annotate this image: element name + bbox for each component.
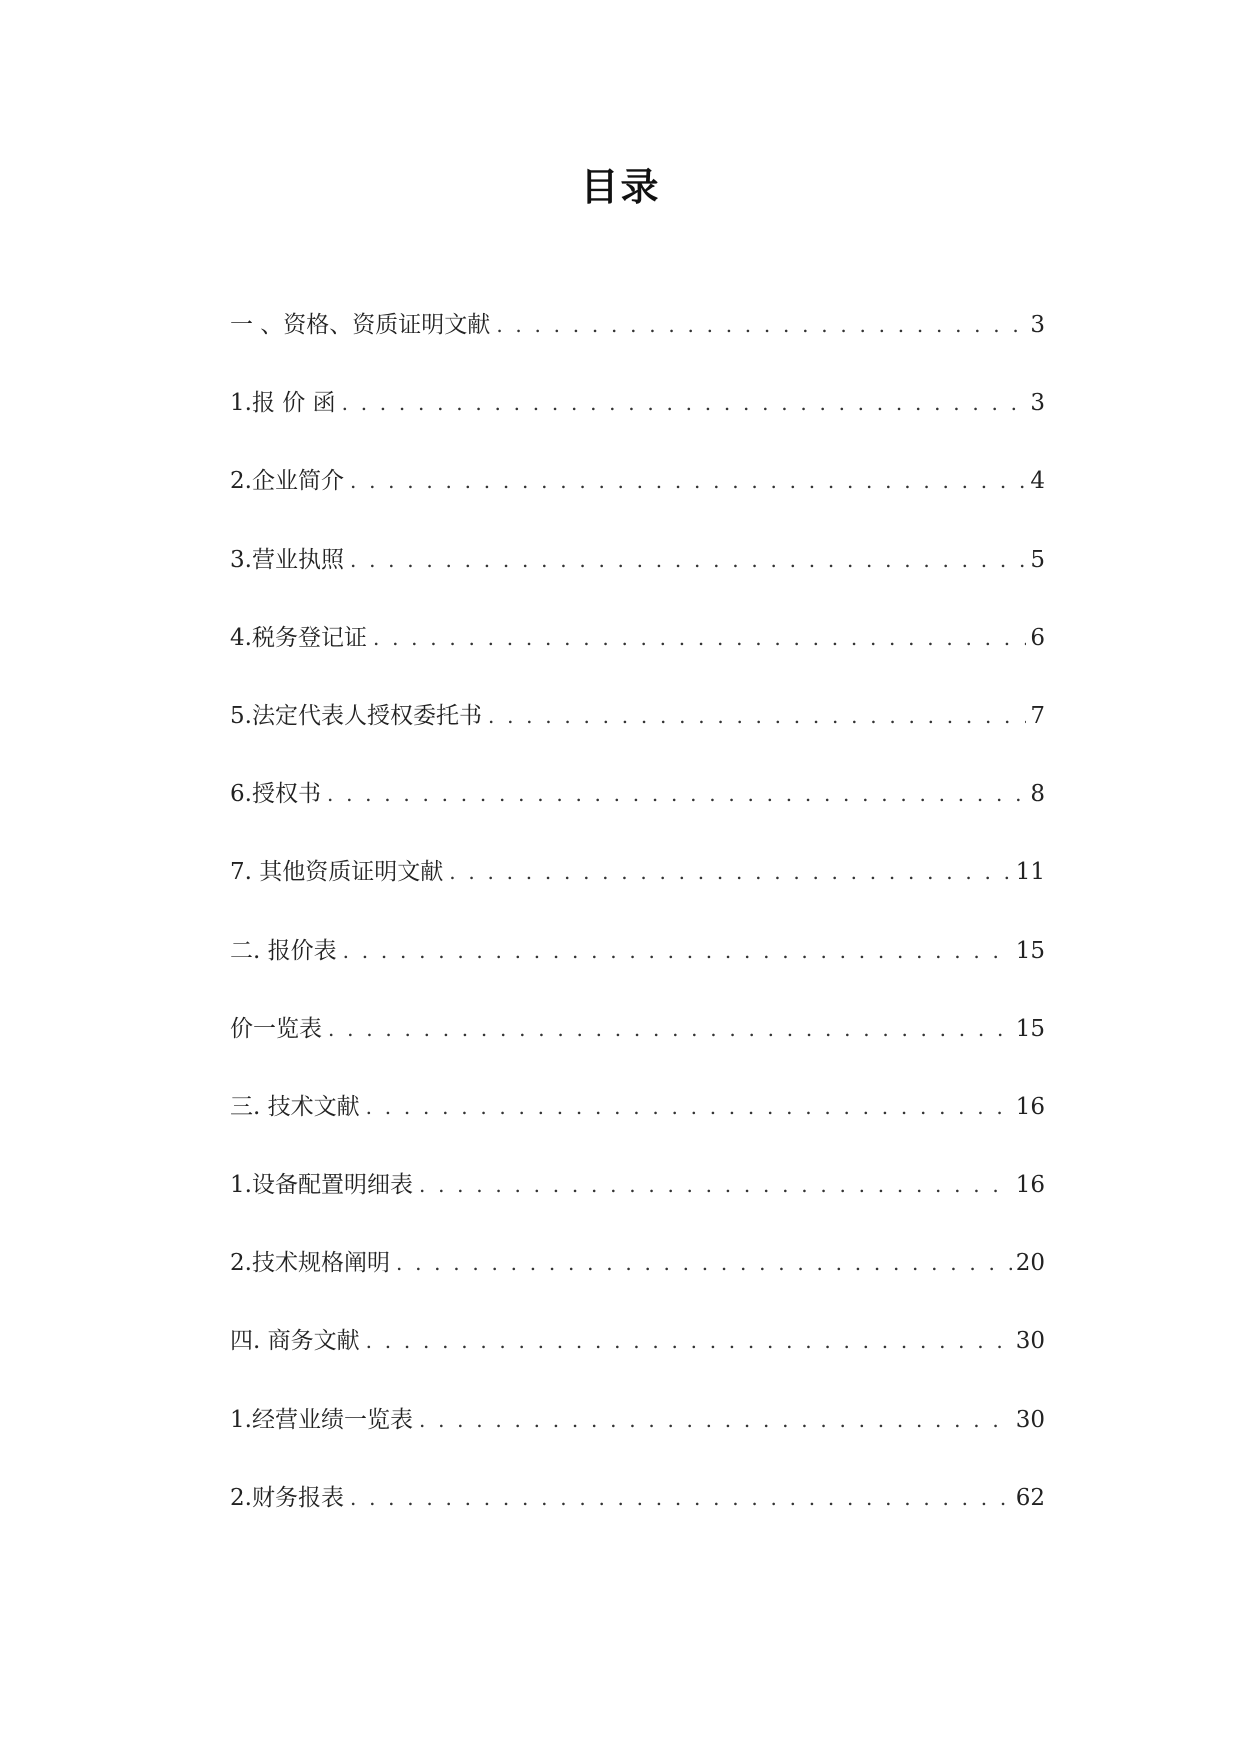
toc-entry[interactable] (230, 466, 1045, 544)
toc-entry-label: 1.经营业绩一览表 (230, 1406, 413, 1433)
toc-entry[interactable] (230, 1326, 1045, 1404)
toc-entry-label: 2.企业简介 (230, 468, 344, 495)
toc-entry-label: 一 、资格、资质证明文献 (230, 312, 491, 338)
toc-page-number: 7 (1030, 702, 1045, 729)
toc-entry[interactable] (230, 779, 1045, 857)
toc-dot-leader (419, 1170, 1012, 1200)
toc-page-number: 16 (1015, 1093, 1045, 1120)
toc-entry[interactable] (230, 1483, 1045, 1561)
toc-page-number: 8 (1030, 781, 1045, 808)
toc-dot-leader (396, 1248, 1012, 1278)
toc-entry-label: 7. 其他资质证明文献 (230, 859, 444, 886)
toc-page-number: 3 (1030, 390, 1045, 417)
toc-dot-leader (488, 701, 1026, 731)
toc-page-number: 30 (1015, 1328, 1045, 1355)
toc-entry[interactable] (230, 701, 1045, 779)
toc-page-number: 62 (1015, 1484, 1045, 1511)
toc-dot-leader (419, 1405, 1012, 1435)
toc-page-number: 16 (1015, 1172, 1045, 1199)
toc-entry-label: 1.设备配置明细表 (230, 1172, 413, 1199)
table-of-contents (230, 310, 1045, 1561)
toc-dot-leader (373, 623, 1026, 653)
toc-dot-leader (342, 388, 1027, 418)
toc-entry-label: 1.报 价 函 (230, 390, 336, 417)
toc-dot-leader (496, 310, 1026, 340)
toc-entry[interactable] (230, 310, 1045, 388)
toc-dot-leader (350, 545, 1026, 575)
toc-entry[interactable] (230, 388, 1045, 466)
toc-dot-leader (366, 1092, 1012, 1122)
toc-entry-label: 3.营业执照 (230, 546, 344, 573)
toc-dot-leader (449, 857, 1011, 887)
toc-dot-leader (366, 1326, 1012, 1356)
toc-entry-label: 4.税务登记证 (230, 624, 367, 651)
toc-page-number: 20 (1015, 1250, 1045, 1277)
toc-entry-label: 价一览表 (230, 1015, 322, 1042)
toc-entry-label: 2.财务报表 (230, 1484, 344, 1511)
page-title: 目录 (580, 165, 661, 209)
toc-page-number: 4 (1030, 468, 1045, 495)
toc-entry[interactable] (230, 545, 1045, 623)
toc-entry[interactable] (230, 857, 1045, 935)
toc-entry-label: 6.授权书 (230, 781, 321, 808)
toc-entry[interactable] (230, 1170, 1045, 1248)
toc-page-number: 5 (1030, 546, 1045, 573)
toc-dot-leader (343, 936, 1012, 966)
toc-entry[interactable] (230, 1248, 1045, 1326)
toc-entry[interactable] (230, 936, 1045, 1014)
toc-entry-label: 2.技术规格阐明 (230, 1250, 390, 1277)
toc-page-number: 30 (1015, 1406, 1045, 1433)
toc-entry-label: 5.法定代表人授权委托书 (230, 702, 482, 729)
toc-entry[interactable] (230, 1092, 1045, 1170)
toc-dot-leader (350, 1483, 1012, 1513)
toc-page-number: 15 (1015, 937, 1045, 964)
toc-entry-label: 三. 技术文献 (230, 1093, 360, 1120)
toc-page-number: 6 (1030, 624, 1045, 651)
toc-entry[interactable] (230, 623, 1045, 701)
toc-entry-label: 二. 报价表 (230, 937, 337, 964)
toc-dot-leader (328, 1014, 1012, 1044)
toc-page-number: 11 (1015, 859, 1045, 886)
toc-page-number: 15 (1015, 1015, 1045, 1042)
toc-entry-label: 四. 商务文献 (230, 1328, 360, 1355)
toc-page-number: 3 (1030, 312, 1045, 338)
toc-entry[interactable] (230, 1014, 1045, 1092)
toc-entry[interactable] (230, 1405, 1045, 1483)
toc-dot-leader (327, 779, 1026, 809)
toc-dot-leader (350, 466, 1026, 496)
